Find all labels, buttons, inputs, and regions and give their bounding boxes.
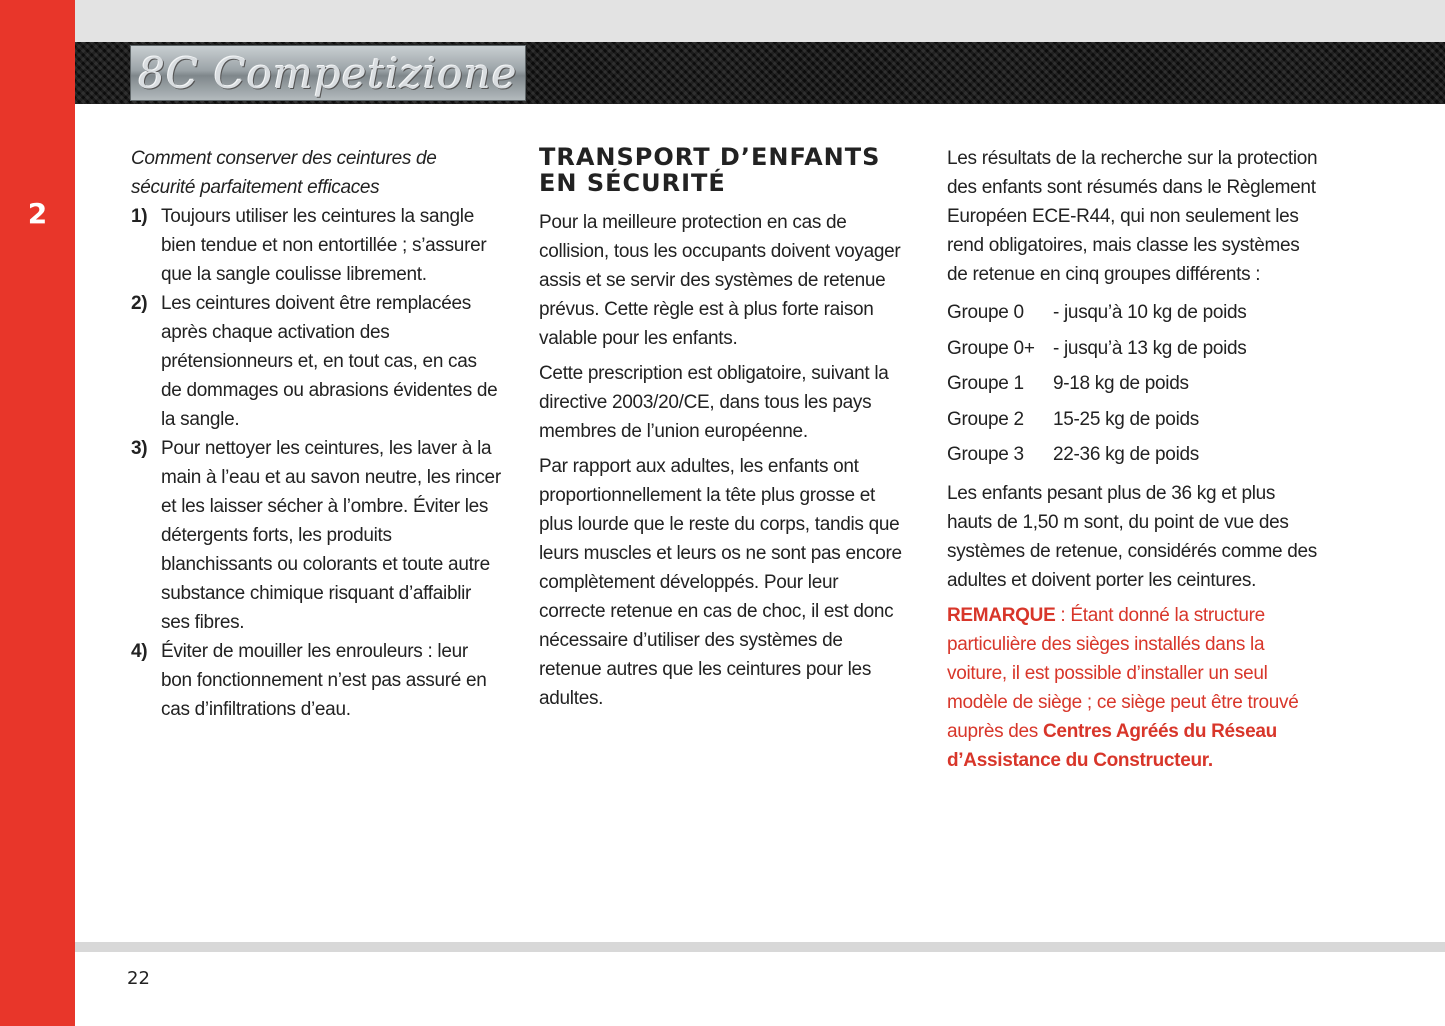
list-item-number: 2) <box>131 293 148 314</box>
group-weight: 22-36 kg de poids <box>1053 444 1199 465</box>
list-item-number: 4) <box>131 641 148 662</box>
group-name: Groupe 1 <box>947 373 1024 394</box>
belt-care-subtitle: Comment conserver des ceintures de sécurité parfaitement efficaces <box>131 148 437 198</box>
list-item-text: Pour nettoyer les ceintures, les laver à la main à l’eau et au savon neutre, les rincer et les laisser sécher à l’ombre. Éviter les détergents forts, les produits blanchissants ou colorants et toute autre substance chimique risquant d’affaiblir ses fibres. <box>161 438 501 633</box>
column-right <box>947 144 1322 781</box>
note <box>947 601 1322 775</box>
paragraph: Les résultats de la recherche sur la protection des enfants sont résumés dans le Règlement Européen ECE-R44, qui non seulement les rend obligatoires, mais classe les systèmes de retenue en cinq groupes différents : <box>947 148 1318 285</box>
page-number: 22 <box>127 968 150 989</box>
list-item <box>131 637 501 724</box>
chapter-number: 2 <box>27 197 48 230</box>
list-item <box>131 289 501 434</box>
list-item <box>131 434 501 637</box>
belt-care-list <box>131 202 501 724</box>
list-item-text: Éviter de mouiller les enrouleurs : leur bon fonctionnement n’est pas assuré en cas d’infiltrations d’eau. <box>161 641 487 720</box>
group-weight: - jusqu’à 10 kg de poids <box>1053 302 1247 323</box>
group-name: Groupe 0 <box>947 302 1024 323</box>
child-seat-groups <box>947 295 1322 473</box>
group-name: Groupe 2 <box>947 408 1024 430</box>
footer-strip <box>75 942 1445 952</box>
column-left <box>131 144 501 724</box>
column-middle <box>539 144 909 719</box>
group-weight: 9-18 kg de poids <box>1053 373 1189 394</box>
group-weight: 15-25 kg de poids <box>1053 408 1199 430</box>
list-item-number: 3) <box>131 438 148 459</box>
group-row <box>947 366 1322 402</box>
group-row <box>947 402 1322 438</box>
header-top-strip <box>75 0 1445 42</box>
chapter-sidebar <box>0 0 75 1026</box>
paragraph: Par rapport aux adultes, les enfants ont proportionnellement la tête plus grosse et plus lourde que le reste du corps, tandis que leurs muscles et leurs os ne sont pas encore complètement développés. Pour leur correcte retenue en cas de choc, il est donc nécessaire d’utiliser des systèmes de retenue autres que les ceintures pour les adultes. <box>539 456 902 709</box>
brand-logo-text: 8C Competizione <box>138 48 518 98</box>
note-text: : Étant donné la structure particulière des sièges installés dans la voiture, il est possible d’installer un seul modèle de siège ; ce siège peut être trouvé auprès des <box>947 604 1299 742</box>
paragraph: Pour la meilleure protection en cas de collision, tous les occupants doivent voyager assis et se servir des systèmes de retenue prévus. Cette règle est à plus forte raison valable pour les enfants. <box>539 212 901 349</box>
group-row <box>947 437 1322 473</box>
paragraph: Cette prescription est obligatoire, suivant la directive 2003/20/CE, dans tous les pays membres de l’union européenne. <box>539 363 889 442</box>
list-item <box>131 202 501 289</box>
note-label: REMARQUE <box>947 604 1056 626</box>
group-weight: - jusqu’à 13 kg de poids <box>1053 337 1247 359</box>
section-title: TRANSPORT D’ENFANTS EN SÉCURITÉ <box>539 143 881 197</box>
group-row <box>947 331 1322 367</box>
note-bold-text: Centres Agréés du Réseau d’Assistance du Constructeur. <box>947 720 1277 771</box>
list-item-text: Toujours utiliser les ceintures la sangle bien tendue et non entortillée ; s’assurer que la sangle coulisse librement. <box>161 206 487 285</box>
group-name: Groupe 3 <box>947 444 1024 465</box>
list-item-text: Les ceintures doivent être remplacées après chaque activation des prétensionneurs et, en tout cas, en cas de dommages ou abrasions évidentes de la sangle. <box>161 293 498 430</box>
paragraph: Les enfants pesant plus de 36 kg et plus hauts de 1,50 m sont, du point de vue des systèmes de retenue, considérés comme des adultes et doivent porter les ceintures. <box>947 482 1317 591</box>
brand-logo <box>130 45 526 101</box>
group-row <box>947 295 1322 331</box>
group-name: Groupe 0+ <box>947 337 1035 359</box>
list-item-number: 1) <box>131 206 148 227</box>
